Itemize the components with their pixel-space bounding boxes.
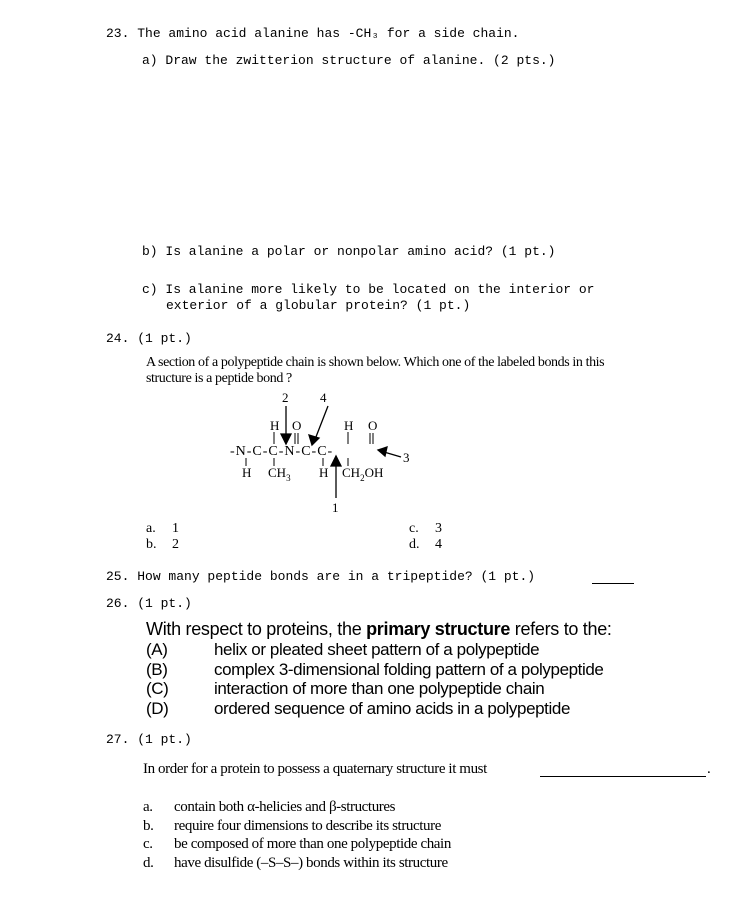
bond-label-4: 4 [320, 390, 327, 405]
q24-option-c[interactable] [409, 521, 442, 537]
q24-points: (1 pt.) [137, 331, 192, 346]
q23-part-b: b) Is alanine a polar or nonpolar amino acid? (1 pt.) [142, 244, 556, 259]
sub-CH2OH [342, 465, 383, 483]
q24-option-b-value: 2 [172, 537, 179, 552]
q27-prompt-text: In order for a protein to possess a quaternary structure it must [143, 761, 487, 777]
q24-number: 24. [106, 331, 130, 346]
bond-label-2: 2 [282, 390, 289, 405]
sub-CH3-main: CH [268, 465, 287, 480]
sub-CH2OH-num: 2 [360, 473, 365, 483]
q23-number: 23. [106, 26, 130, 41]
q27-option-b-letter: b. [143, 817, 154, 834]
q24-options-right [409, 521, 442, 553]
q27-option-c-letter: c. [143, 836, 153, 852]
q23-stem: The amino acid alanine has -CH₃ for a side chain. [137, 26, 520, 41]
atom-O2: O [368, 418, 378, 433]
q26-prompt-bold: primary structure [366, 619, 511, 639]
q27-prompt-end: . [707, 761, 711, 777]
atom-H1: H [270, 418, 280, 433]
q27-option-a-text: contain both α-helicies and β-structures [174, 799, 396, 815]
q27-option-d[interactable] [143, 854, 451, 873]
q26-prompt [146, 619, 612, 640]
q24-option-a-value: 1 [172, 521, 179, 536]
q24-option-a[interactable] [146, 521, 179, 537]
atom-O1: O [292, 418, 302, 433]
q27-header [106, 732, 192, 747]
q26-option-a-text: helix or pleated sheet pattern of a polypeptide [214, 640, 540, 659]
bond-label-3: 3 [403, 450, 410, 465]
q26-option-b-letter: (B) [146, 659, 168, 679]
q24-option-d-value: 4 [435, 537, 442, 552]
q23-line [106, 26, 519, 41]
q25-number: 25. [106, 569, 130, 584]
q24-option-b-letter: b. [146, 537, 157, 552]
q26-option-d[interactable] [146, 699, 604, 719]
q27-option-c-text: be composed of more than one polypeptide chain [174, 836, 451, 852]
sub-CH3-num: 3 [286, 473, 291, 483]
q26-option-c[interactable] [146, 679, 604, 699]
q26-option-b[interactable] [146, 660, 604, 680]
q27-number: 27. [106, 732, 130, 747]
q26-option-b-text: complex 3-dimensional folding pattern of a polypeptide [214, 659, 604, 679]
sub-CH2OH-b: OH [364, 465, 384, 480]
q26-option-c-letter: (C) [146, 679, 169, 698]
q24-header [106, 331, 192, 346]
q26-options [146, 640, 604, 718]
q26-prompt-post: refers to the: [510, 619, 612, 639]
sub-H-left: H [242, 465, 252, 480]
q26-points: (1 pt.) [137, 596, 192, 611]
q23-part-a: a) Draw the zwitterion structure of alanine. (2 pts.) [142, 53, 556, 68]
q24-option-d[interactable] [409, 537, 442, 553]
q24-option-a-letter: a. [146, 521, 156, 536]
q25-line [106, 569, 535, 584]
q26-option-a[interactable] [146, 640, 604, 660]
q24-option-b[interactable] [146, 537, 179, 553]
q26-option-d-text: ordered sequence of amino acids in a polypeptide [214, 698, 570, 718]
q27-option-c[interactable] [143, 835, 451, 854]
q24-options-left [146, 521, 179, 553]
q25-answer-blank[interactable] [592, 570, 634, 584]
q26-header [106, 596, 192, 611]
q27-points: (1 pt.) [137, 732, 192, 747]
q27-prompt [143, 761, 487, 778]
polypeptide-figure [220, 386, 420, 516]
backbone-chain: -N-C-C-N-C-C- [230, 444, 334, 459]
q23-part-c-line2: exterior of a globular protein? (1 pt.) [166, 298, 471, 313]
atom-H2: H [344, 418, 354, 433]
sub-H-right: H [319, 465, 329, 480]
q26-option-c-text: interaction of more than one polypeptide chain [214, 679, 545, 698]
q27-option-b[interactable] [143, 817, 451, 836]
q24-prompt-line1: A section of a polypeptide chain is shown below. Which one of the labeled bonds in this [146, 355, 605, 370]
q25-text: How many peptide bonds are in a tripeptide? (1 pt.) [137, 569, 536, 584]
q26-prompt-pre: With respect to proteins, the [146, 619, 367, 639]
q24-prompt-line2: structure is a peptide bond ? [146, 371, 292, 386]
q24-option-c-letter: c. [409, 521, 419, 536]
bond-label-1: 1 [332, 500, 339, 515]
q23-part-c-line1: c) Is alanine more likely to be located on the interior or [142, 282, 595, 297]
q27-option-a[interactable] [143, 798, 451, 817]
q24-option-c-value: 3 [435, 521, 442, 536]
q27-answer-blank[interactable] [540, 763, 706, 777]
q27-options [143, 798, 451, 872]
sub-CH3 [268, 465, 291, 483]
q27-option-d-text: have disulfide (–S–S–) bonds within its structure [174, 854, 448, 871]
q24-option-d-letter: d. [409, 537, 420, 552]
sub-CH2OH-a: CH [342, 465, 361, 480]
q26-number: 26. [106, 596, 130, 611]
q26-option-d-letter: (D) [146, 698, 169, 718]
q27-option-d-letter: d. [143, 854, 154, 871]
q26-option-a-letter: (A) [146, 640, 168, 659]
q27-option-a-letter: a. [143, 799, 153, 815]
q27-option-b-text: require four dimensions to describe its structure [174, 817, 441, 834]
